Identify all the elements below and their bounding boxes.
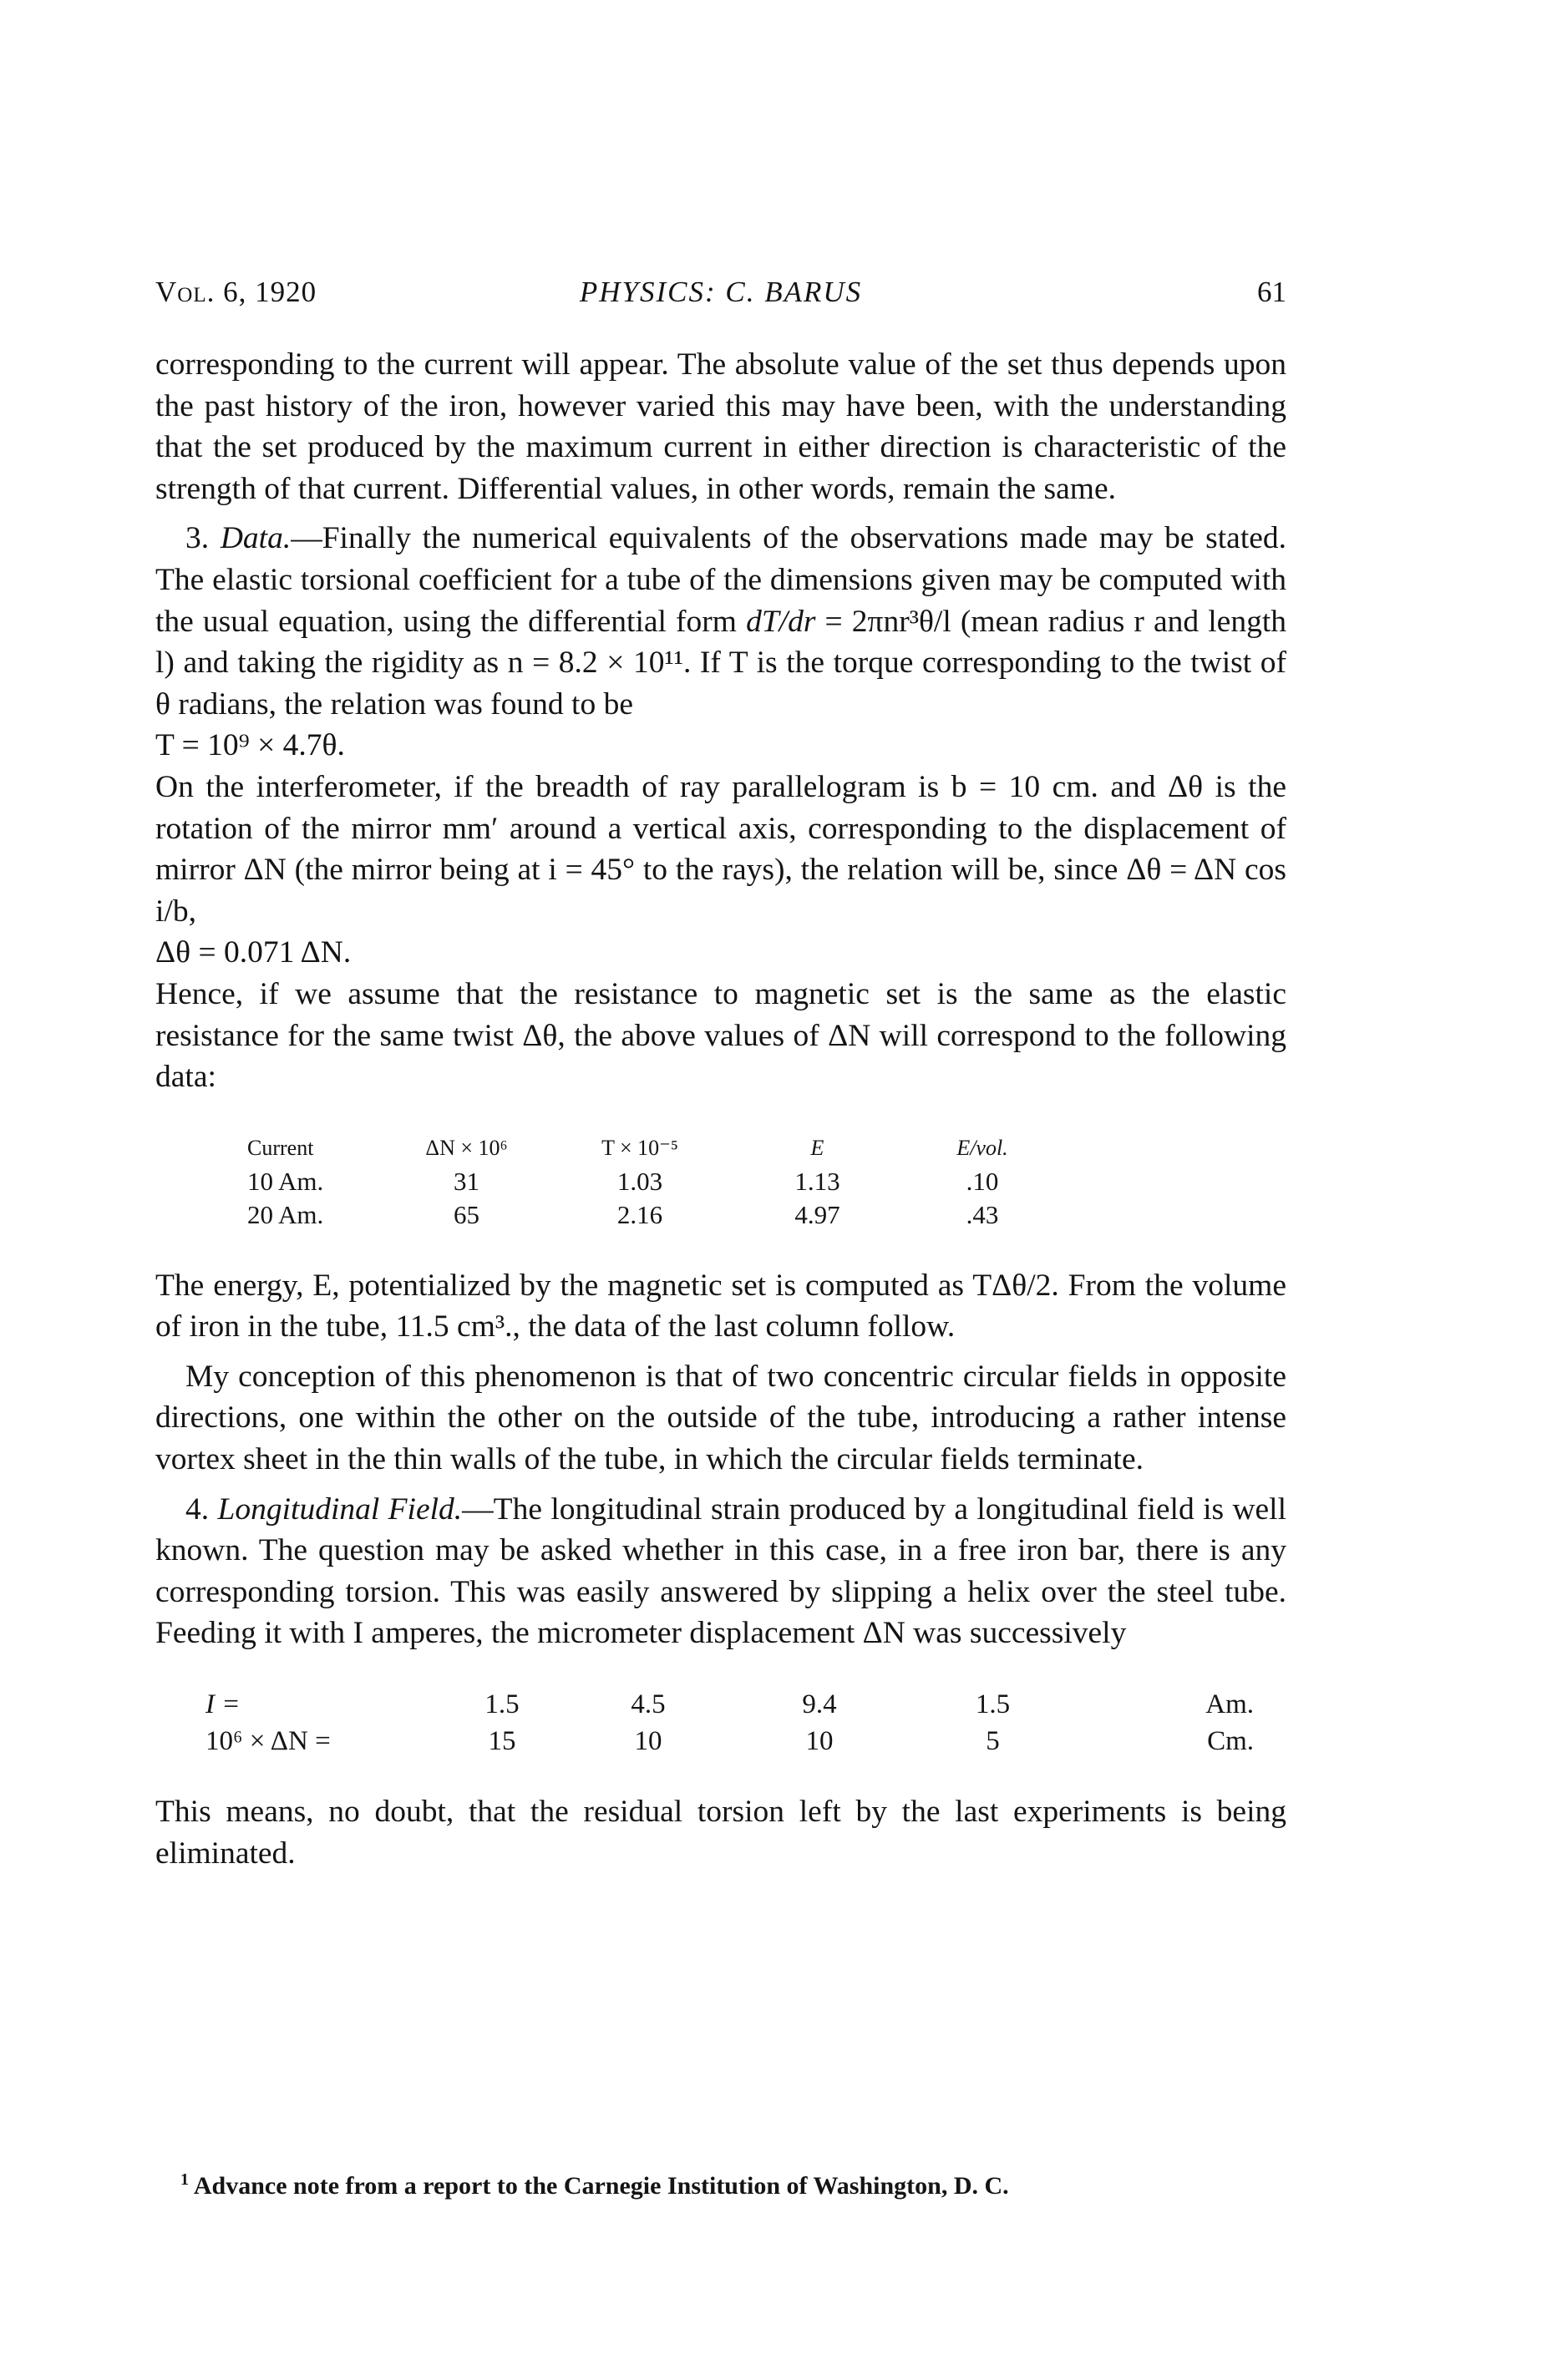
table-cell: 10	[805, 1726, 834, 1757]
torque-equation: T = 10⁹ × 4.7θ.	[155, 728, 345, 763]
hence-paragraph: Hence, if we assume that the resistance to magnetic set is the same as the elastic resistance for the same twist Δθ, the above values of ΔN will correspond to the following data:	[155, 976, 1286, 1095]
table-cell: 1.03	[616, 1166, 663, 1196]
table-cell: 10	[634, 1726, 662, 1757]
table-cell: Am.	[1205, 1689, 1254, 1720]
table-cell: .43	[966, 1199, 999, 1229]
final-paragraph: This means, no doubt, that the residual torsion left by the last experiments is being eliminated.	[155, 1795, 1286, 1871]
table-cell: .10	[966, 1166, 999, 1196]
table-cell: 1.13	[794, 1166, 840, 1196]
volume-label: Vol. 6, 1920	[155, 276, 317, 308]
header-energy-per-volume: E/vol.	[956, 1135, 1008, 1160]
section-3-number: 3.	[185, 521, 210, 556]
table-cell: 1.5	[484, 1689, 520, 1720]
rigidity-value: n = 8.2 × 10¹¹	[507, 646, 683, 681]
data-table-header-row	[247, 1132, 1062, 1165]
footnote	[155, 2170, 1286, 2203]
conception-paragraph: My conception of this phenomenon is that of two concentric circular fields in opposite directions, one within the other on the outside of the tube, introducing a rather intense vortex sheet in the thin walls of the tube, in which the circular fields terminate.	[155, 1359, 1286, 1477]
table-cell: Cm.	[1207, 1726, 1254, 1757]
helix-table	[205, 1686, 1254, 1760]
article-body	[155, 344, 1286, 1874]
running-header	[155, 276, 1286, 317]
differential-form-eq: = 2πnr³θ/l	[815, 604, 951, 639]
section-4-paragraph	[155, 1489, 1286, 1654]
table-cell: 4.97	[794, 1199, 840, 1229]
header-torque: T × 10⁻⁵	[601, 1135, 678, 1160]
running-title: PHYSICS: C. BARUS	[579, 276, 863, 308]
table-cell: I =	[205, 1689, 241, 1720]
table-cell: 20 Am.	[247, 1199, 324, 1229]
table-cell: 65	[454, 1199, 479, 1229]
table-cell: 9.4	[802, 1689, 837, 1720]
table-cell: 5	[986, 1726, 1000, 1757]
table-cell: 10⁶ × ΔN =	[205, 1726, 331, 1757]
energy-paragraph: The energy, E, potentialized by the magnetic set is computed as TΔθ/2. From the volume of iron in the tube, 11.5 cm³., the data of the last column follow.	[155, 1268, 1286, 1344]
table-cell: 31	[454, 1166, 479, 1196]
table-cell: 15	[488, 1726, 516, 1757]
paragraph-continuation: corresponding to the current will appear. The absolute value of the set thus depends upon the past history of the iron, however varied this may have been, with the understanding that the set produced by the maximum current in either direction is characteristic of the strength of that current. Differential values, in other words, remain the same.	[155, 347, 1286, 506]
table-row	[205, 1686, 1254, 1723]
data-table	[247, 1132, 1062, 1232]
table-row	[247, 1165, 1062, 1198]
section-3-text-c: . If T is the torque corresponding to the twist of θ radians, the relation was found to be	[155, 646, 1286, 722]
section-4-text: —The longitudinal strain produced by a longitudinal field is well known. The question may be asked whether in this case, in a free iron bar, there is any corresponding torsion. This was easily answered by slipping a helix over the steel tube. Feeding it with I amperes, the micrometer displacement ΔN was successively	[155, 1491, 1287, 1651]
table-cell: 1.5	[975, 1689, 1011, 1720]
table-cell: 4.5	[631, 1689, 666, 1720]
footnote-mark: 1	[180, 2170, 189, 2189]
page-number: 61	[1257, 276, 1286, 308]
differential-form: dT/dr	[746, 604, 816, 639]
section-4-number: 4.	[185, 1491, 210, 1527]
table-row	[205, 1723, 1254, 1760]
rotation-equation: Δθ = 0.071 ΔN.	[155, 935, 352, 970]
header-energy: E	[810, 1135, 824, 1160]
section-3-paragraph	[155, 518, 1286, 725]
section-3-text-b: (mean radius r and length l) and taking the rigidity as	[155, 604, 1286, 681]
interferometer-paragraph: On the interferometer, if the breadth of ray parallelogram is b = 10 cm. and Δθ is the rotation of the mirror mm′ around a vertical axis, corresponding to the displacement of mirror ΔN (the mirror being at i = 45° to the rays), the relation will be, since Δθ = ΔN cos i/b,	[155, 769, 1286, 929]
section-4-title: Longitudinal Field.	[217, 1491, 463, 1527]
section-3-text-a: —Finally the numerical equivalents of the observations made may be stated. The elastic torsional coefficient for a tube of the dimensions given may be computed with the usual equation, using the differential form	[155, 521, 1287, 639]
table-cell: 2.16	[616, 1199, 663, 1229]
footnote-text: Advance note from a report to the Carnegie Institution of Washington, D. C.	[193, 2172, 1009, 2200]
section-3-title: Data.	[220, 521, 292, 556]
header-current: Current	[247, 1135, 314, 1160]
table-row	[247, 1198, 1062, 1232]
table-cell: 10 Am.	[247, 1166, 324, 1196]
header-delta-n: ΔN × 10⁶	[425, 1135, 508, 1160]
